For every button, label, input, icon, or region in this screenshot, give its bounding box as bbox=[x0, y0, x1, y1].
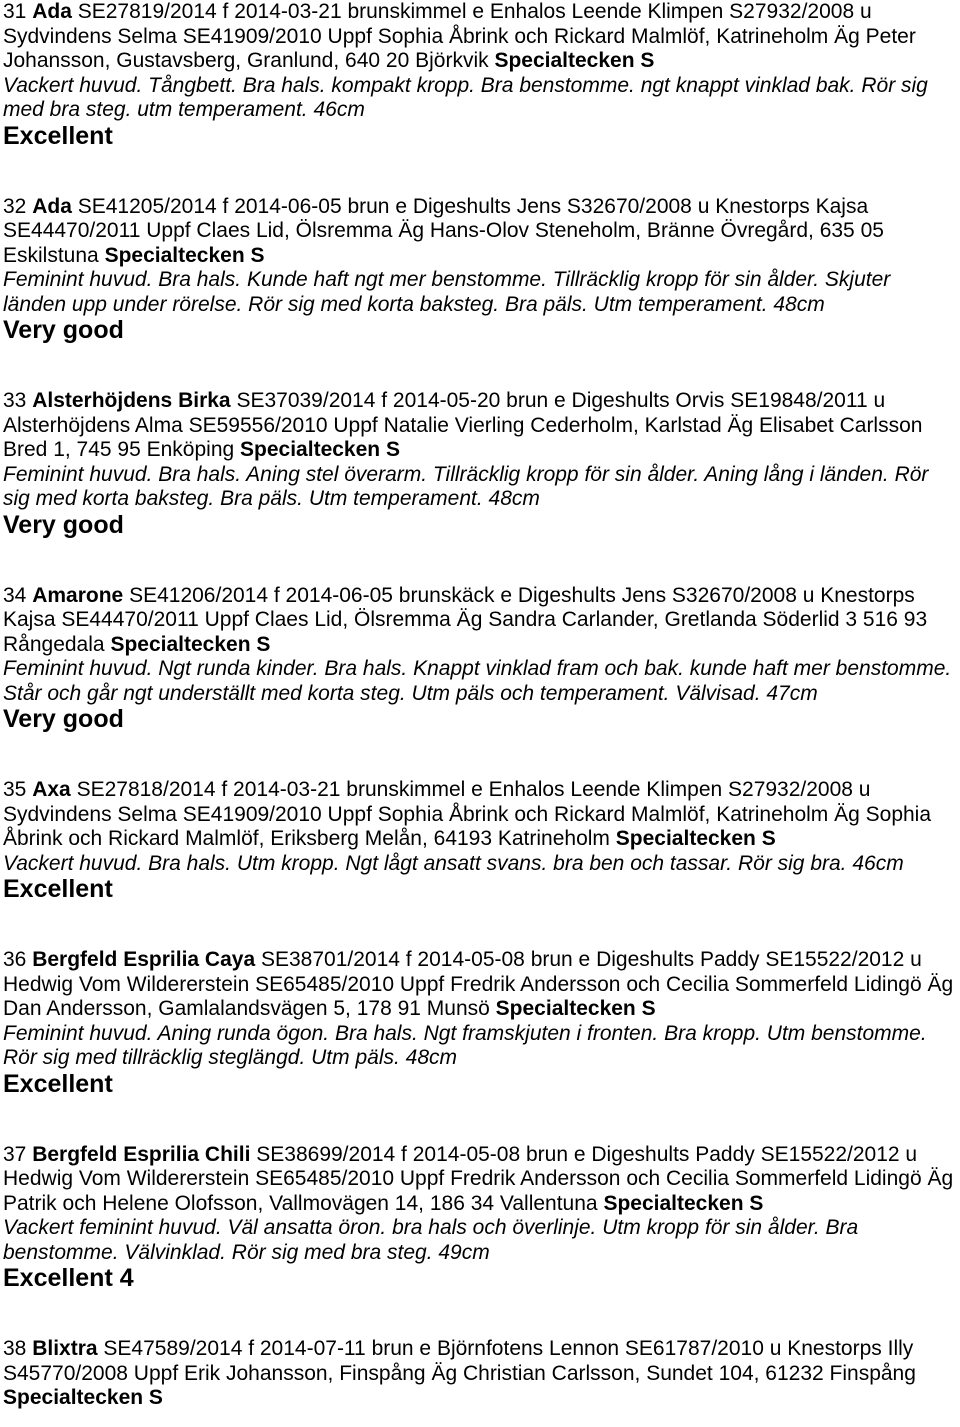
entry-critique: Vackert feminint huvud. Väl ansatta öron. bra hals och överlinje. Utm kropp för sin ålder. Bra benstomme. Välvinklad. Rör sig med bra steg. 49cm bbox=[3, 1216, 859, 1264]
entry-grade: Very good bbox=[3, 705, 124, 733]
entry-critique: Feminint huvud. Ngt runda kinder. Bra hals. Knappt vinklad fram och bak. kunde haft mer benstomme. Står och går ngt underställt med korta steg. Utm päls och temperament. Välvisad. 47cm bbox=[3, 657, 952, 705]
entry-number: 35 bbox=[3, 778, 27, 801]
entry-grade: Excellent bbox=[3, 875, 113, 903]
entry-critique: Feminint huvud. Bra hals. Aning stel överarm. Tillräcklig kropp för sin ålder. Aning lång i länden. Rör sig med korta baksteg. Bra päls. Utm temperament. 48cm bbox=[3, 462, 929, 510]
entry-pedigree: SE41206/2014 f 2014-06-05 brunskäck e Digeshults Jens S32670/2008 u Knestorps Kajsa SE44470/2011 Uppf Claes Lid, Ölsremma Äg Sandra Carlander, Gretlanda Söderlid 3 516 93 Rångedala bbox=[3, 583, 928, 656]
entry-critique: Vackert huvud. Bra hals. Utm kropp. Ngt lågt ansatt svans. bra ben och tassar. Rör sig bra. 46cm bbox=[3, 851, 904, 875]
special-mark: Specialtecken S bbox=[494, 49, 655, 72]
entry-heading bbox=[3, 1337, 955, 1411]
entry-pedigree: SE47589/2014 f 2014-07-11 brun e Björnfotens Lennon SE61787/2010 u Knestorps Illy S45770/2008 Uppf Erik Johansson, Finspång Äg Christian Carlsson, Sundet 104, 61232 Finspång bbox=[3, 1337, 916, 1385]
dog-name: Axa bbox=[32, 778, 71, 801]
entry-heading bbox=[3, 1143, 955, 1217]
entry-pedigree: SE41205/2014 f 2014-06-05 brun e Digeshults Jens S32670/2008 u Knestorps Kajsa SE44470/2011 Uppf Claes Lid, Ölsremma Äg Hans-Olov Steneholm, Bränne Övregård, 635 05 Eskilstuna bbox=[3, 194, 884, 267]
catalog-list bbox=[3, 0, 955, 1411]
entry-heading bbox=[3, 389, 955, 463]
special-mark: Specialtecken S bbox=[603, 1191, 764, 1215]
catalog-entry bbox=[3, 389, 955, 538]
entry-heading bbox=[3, 0, 955, 74]
entry-heading bbox=[3, 948, 955, 1022]
entry-number: 36 bbox=[3, 948, 27, 971]
entry-critique: Vackert huvud. Tångbett. Bra hals. kompakt kropp. Bra benstomme. ngt knappt vinklad bak. Rör sig med bra steg. utm temperament. 46cm bbox=[3, 73, 928, 121]
entry-heading bbox=[3, 195, 955, 269]
special-mark: Specialtecken S bbox=[110, 632, 271, 656]
catalog-entry bbox=[3, 948, 955, 1097]
dog-name: Amarone bbox=[32, 583, 124, 607]
dog-name: Ada bbox=[32, 0, 72, 23]
entry-grade: Excellent 4 bbox=[3, 1264, 134, 1292]
entry-number: 31 bbox=[3, 0, 27, 23]
catalog-entry bbox=[3, 1337, 955, 1411]
entry-number: 38 bbox=[3, 1337, 27, 1360]
entry-grade: Excellent bbox=[3, 1069, 113, 1098]
dog-name: Ada bbox=[32, 194, 72, 218]
entry-number: 33 bbox=[3, 389, 27, 412]
entry-number: 37 bbox=[3, 1142, 27, 1166]
dog-name: Alsterhöjdens Birka bbox=[32, 389, 231, 412]
special-mark: Specialtecken S bbox=[240, 438, 400, 461]
entry-number: 32 bbox=[3, 194, 27, 218]
entry-pedigree: SE27819/2014 f 2014-03-21 brunskimmel e Enhalos Leende Klimpen S27932/2008 u Sydvindens Selma SE41909/2010 Uppf Sophia Åbrink och Rickard Malmlöf, Katrineholm Äg Peter Johansson, Gustavsberg, Granlund, 640 20 Björkvik bbox=[3, 0, 916, 72]
entry-grade: Very good bbox=[3, 316, 124, 344]
entry-heading bbox=[3, 778, 955, 852]
entry-number: 34 bbox=[3, 583, 27, 607]
catalog-entry bbox=[3, 778, 955, 902]
entry-pedigree: SE27818/2014 f 2014-03-21 brunskimmel e Enhalos Leende Klimpen S27932/2008 u Sydvindens Selma SE41909/2010 Uppf Sophia Åbrink och Rickard Malmlöf, Katrineholm Äg Sophia Åbrink och Rickard Malmlöf, Eriksberg Melån, 64193 Katrineholm bbox=[3, 778, 932, 850]
entry-critique: Feminint huvud. Aning runda ögon. Bra hals. Ngt framskjuten i fronten. Bra kropp. Utm benstomme. Rör sig med tillräcklig steglängd. Utm päls. 48cm bbox=[3, 1021, 927, 1069]
entry-pedigree: SE38701/2014 f 2014-05-08 brun e Digeshults Paddy SE15522/2012 u Hedwig Vom Wildererstein SE65485/2010 Uppf Fredrik Andersson och Cecilia Sommerfeld Lidingö Äg Dan Andersson, Gamlalandsvägen 5, 178 91 Munsö bbox=[3, 948, 954, 1020]
entry-grade: Very good bbox=[3, 510, 124, 539]
entry-grade: Excellent bbox=[3, 121, 113, 150]
special-mark: Specialtecken S bbox=[495, 997, 656, 1020]
entry-critique: Feminint huvud. Bra hals. Kunde haft ngt mer benstomme. Tillräcklig kropp för sin ålder. Skjuter länden upp under rörelse. Rör sig med korta baksteg. Bra päls. Utm temperament. 48cm bbox=[3, 268, 891, 316]
special-mark: Specialtecken S bbox=[104, 243, 265, 267]
entry-pedigree: SE38699/2014 f 2014-05-08 brun e Digeshults Paddy SE15522/2012 u Hedwig Vom Wildererstein SE65485/2010 Uppf Fredrik Andersson och Cecilia Sommerfeld Lidingö Äg Patrik och Helene Olofsson, Vallmovägen 14, 186 34 Vallentuna bbox=[3, 1142, 954, 1215]
catalog-entry bbox=[3, 584, 955, 733]
special-mark: Specialtecken S bbox=[615, 827, 776, 850]
entry-heading bbox=[3, 584, 955, 658]
catalog-entry bbox=[3, 1143, 955, 1292]
catalog-entry bbox=[3, 0, 955, 149]
dog-name: Bergfeld Esprilia Caya bbox=[32, 948, 256, 971]
catalog-entry bbox=[3, 195, 955, 344]
dog-name: Blixtra bbox=[32, 1337, 98, 1360]
entry-pedigree: SE37039/2014 f 2014-05-20 brun e Digeshults Orvis SE19848/2011 u Alsterhöjdens Alma SE59556/2010 Uppf Natalie Vierling Cederholm, Karlstad Äg Elisabet Carlsson Bred 1, 745 95 Enköping bbox=[3, 389, 923, 461]
special-mark: Specialtecken S bbox=[3, 1386, 163, 1409]
dog-name: Bergfeld Esprilia Chili bbox=[32, 1142, 251, 1166]
